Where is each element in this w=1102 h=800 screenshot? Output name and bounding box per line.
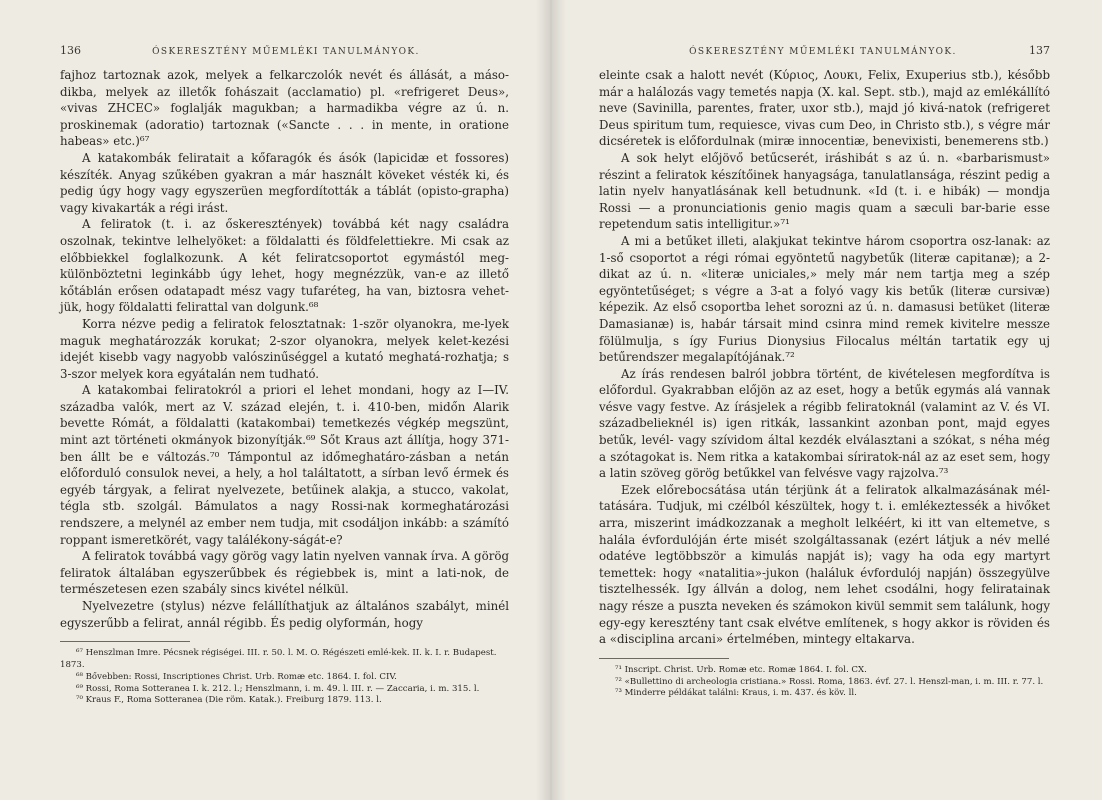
right-footnote-rule xyxy=(599,658,729,659)
left-paragraph: fajhoz tartoznak azok, melyek a felkarczolók nevét és állását, a máso-dikba, melyek az illetők fohászait (acclamatio) pl. «refrigeret Deus», «vivas ZHCEC» foglalják magukban; a harmadikba végre az ú. n. proskinemak (adoratio) tartoznak («Sancte . . . in mente, in oratione habeas» etc.)⁶⁷ xyxy=(60,68,509,149)
right-footnote: ⁷² «Bullettino di archeologia cristiana.» Rossi. Roma, 1863. évf. 27. l. Henszl-man, i. m. III. r. 77. l. xyxy=(615,676,1044,687)
right-paragraph: eleinte csak a halott nevét (Κύριος, Λουκι, Felix, Exuperius stb.), később már a halálozás vagy temetés napja (X. kal. Sept. stb.), majd az emlékállító neve (Savinilla, parentes, frater, uxor stb.), majd jó kivá-natok (refrigeret Deus spiritum tum, requiesce, vivas cum Deo, in Christo stb.), s végre már dicséretek is előfordulnak (miræ innocentiæ, benevixisti, benemerens stb.) xyxy=(599,68,1050,149)
left-paragraph: A katakombai feliratokról a priori el lehet mondani, hogy az I—IV. századba valók, mert az V. század elején, t. i. 410-ben, midőn Alarik bevette Rómát, a földalatti (katakombai) temetkezés végkép megszünt, mint azt történeti okmányok bizonyítják.⁶⁹ Sőt Kraus azt állítja, hogy 371-ben állt be e változás.⁷⁰ Támpontul az időmeghatáro-zásban a netán előforduló consulok nevei, a hely, a hol találtatott, a sírban levő érmek és egyéb tárgyak, a felirat nyelvezete, betűinek alakja, a stucco, vakolat, tégla stb. szolgál. Bámulatos a nagy Rossi-nak kormeghatározási rendszere, a melynél az ember nem tudja, mit csodáljon inkább: a számító roppant ismeretkörét, vagy találékony-ságát-e? xyxy=(60,383,509,547)
left-footnote: ⁶⁸ Bővebben: Rossi, Inscriptiones Christ. Urb. Romæ etc. 1864. I. fol. CIV. xyxy=(76,671,397,682)
right-paragraph: A sok helyt előjövő betűcserét, iráshibát s az ú. n. «barbarismust» részint a feliratok készítőinek hanyagsága, tanulatlansága, részint pedig a latin nyelv hanyatlásának kell betudnunk. «Id (t. i. e hibák) — mondja Rossi — a pronunciationis genio magis quam a sæculi bar-barie esse repetendum satis intelligitur.»⁷¹ xyxy=(599,150,1050,232)
left-paragraph: A feliratok (t. i. az őskeresztények) továbbá két nagy családra oszolnak, tekintve lelhelyöket: a földalatti és földfelettiekre. Mi csak az előbbiekkel foglalkozunk. A két feliratcsoportot egymástól meg-különböztetni leginkább úgy lehet, hogy megnézzük, van-e az illető kőtáblán erősen odatapadt mész vagy tufaréteg, ha van, biztosra vehet-jük, hogy földalatti felirattal van dolgunk.⁶⁸ xyxy=(60,217,509,315)
left-footnote-rule xyxy=(60,641,190,642)
right-page-number: 137 xyxy=(1028,44,1050,57)
right-footnote: ⁷³ Minderre példákat találni: Kraus, i. m. 437. és köv. ll. xyxy=(615,688,857,699)
right-page xyxy=(551,0,1102,800)
left-paragraph: Nyelvezetre (stylus) nézve felállíthatjuk az általános szabályt, minél egyszerűbb a felirat, annál régibb. És pedig olyformán, hogy xyxy=(60,599,509,630)
right-footnote: ⁷¹ Inscript. Christ. Urb. Romæ etc. Romæ 1864. I. fol. CX. xyxy=(615,664,867,675)
left-footnote: ⁶⁹ Rossi, Roma Sotteranea I. k. 212. l.; Henszlmann, i. m. 49. l. III. r. — Zaccaria, i. m. 315. l. xyxy=(76,683,480,694)
left-body-text xyxy=(60,67,509,631)
right-body-text xyxy=(599,67,1050,648)
left-paragraph: A feliratok továbbá vagy görög vagy latin nyelven vannak írva. A görög feliratok általában egyszerűbbek és régiebbek is, mint a lati-nok, de természetesen ezen szabály sincs kivétel nélkül. xyxy=(60,549,509,597)
right-paragraph: Az írás rendesen balról jobbra történt, de kivételesen megfordítva is előfordul. Gyakrabban előjön az az eset, hogy a betűk egymás alá vannak vésve vagy festve. Az írásjelek a régibb feliratoknál (valamint az V. és VI. századbelieknél is) igen ritkák, lassankint azonban pont, majd egyes betűk, levél- vagy szívidom által kezdék elválasztani a szókat, s néha még a szótagokat is. Nem ritka a katakombai síriratok-nál az az eset sem, hogy a latin szöveg görög betűkkel van felvésve vagy rajzolva.⁷³ xyxy=(599,366,1050,481)
right-paragraph: A mi a betűket illeti, alakjukat tekintve három csoportra osz-lanak: az 1-ső csoportot a régi római egyöntetű nagybetűk (literæ capitanæ); a 2-dikat az ú. n. «literæ uniciales,» mely már nem tartja meg a szép egyöntetűséget; s végre a 3-at a folyó vagy kis betűk (literæ cursivæ) képezik. Az első csoportba lehet sorozni az ú. n. damasusi betüket (literæ Damasianæ) is, habár társait mind csinra mind remek kivitelre messze fölülmulja, s így Furius Dionysius Filocalus méltán tartatik egy uj betűrendszer megalapítójának.⁷² xyxy=(599,233,1050,365)
left-paragraph: A katakombák feliratait a kőfaragók és ásók (lapicidæ et fossores) készíték. Anyag szűkében gyakran a már használt köveket vésték ki, és pedig úgy hogy vagy egyszerüen megfordították a táblát (opisto-grapha) vagy kivakarták a régi irást. xyxy=(60,150,509,215)
right-paragraph: Ezek előrebocsátása után térjünk át a feliratok alkalmazásának mél-tatására. Tudjuk, mi czélból készültek, hogy t. i. emlékeztessék a hivőket arra, miszerint imádkozzanak a megholt lelkéért, ki itt van eltemetve, s halála évfordulóján érte misét szolgáltassanak (ezért látjuk a név mellé odatéve legtöbbször a kimulás napját is); vagy ha oda egy martyrt temettek: hogy «natalitia»-jukon (haláluk évfordulój napján) összegyülve tisztelhessék. Igy állván a dolog, nem lehet csodálni, hogy feliratainak nagy része a puszta neveken és számokon kivül semmit sem találunk, hogy egy-egy keresztény tant csak elvétve említenek, s hogy akkor is röviden és a «disciplina arcani» értelmében, mintegy eltakarva. xyxy=(599,482,1050,647)
left-running-head xyxy=(60,44,509,57)
right-running-head xyxy=(599,44,1050,57)
left-header-title: ÓSKERESZTÉNY MŰEMLÉKI TANULMÁNYOK. xyxy=(152,47,420,57)
left-paragraph: Korra nézve pedig a feliratok felosztatnak: 1-ször olyanokra, me-lyek maguk meghatározzák korukat; 2-szor olyanokra, melyek kelet-kezési idejét kisebb vagy nagyobb valószinűséggel a kutató meghatá-rozhatja; s 3-szor melyek kora egyátalán nem tudható. xyxy=(60,316,509,381)
right-footnotes xyxy=(599,665,1050,700)
left-footnote: ⁶⁷ Henszlman Imre. Pécsnek régiségei. III. r. 50. l. M. O. Régészeti emlé-kek. II. k. I. r. Budapest. 1873. xyxy=(60,648,497,670)
right-header-title: ÓSKERESZTÉNY MŰEMLÉKI TANULMÁNYOK. xyxy=(689,47,957,57)
left-page-number: 136 xyxy=(60,44,81,57)
left-footnote: ⁷⁰ Kraus F., Roma Sotteranea (Die röm. Katak.). Freiburg 1879. 113. l. xyxy=(76,695,382,706)
left-footnotes xyxy=(60,648,509,707)
